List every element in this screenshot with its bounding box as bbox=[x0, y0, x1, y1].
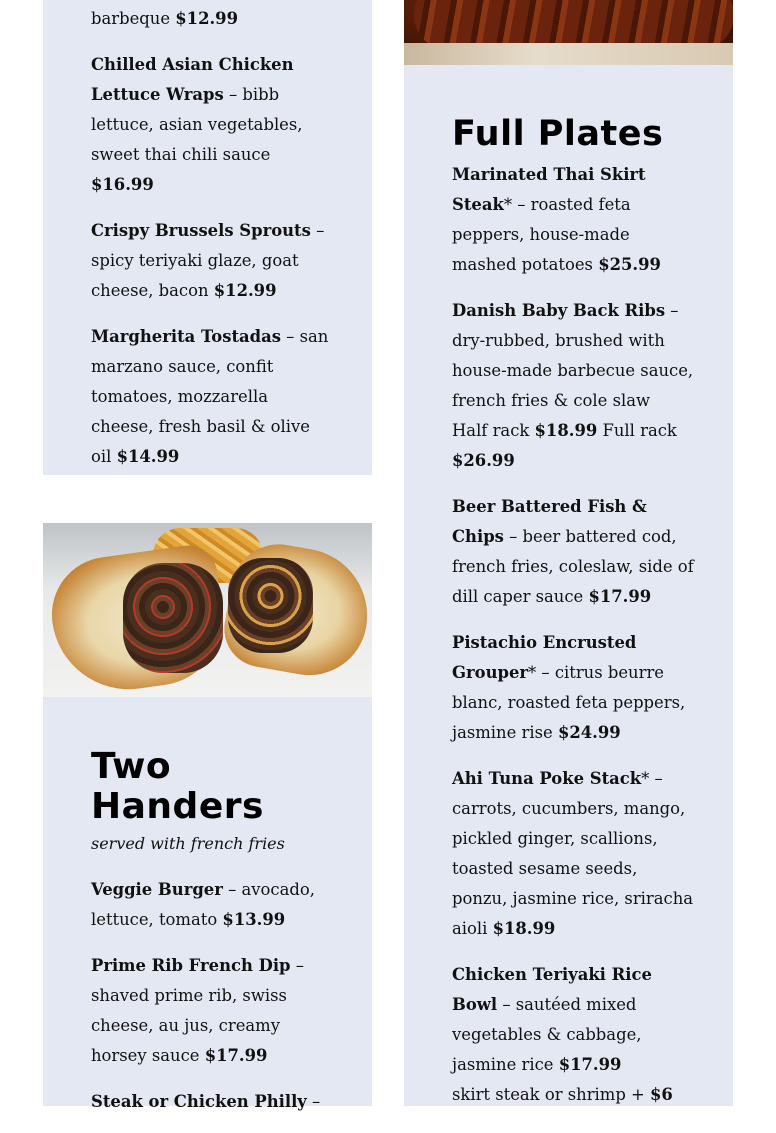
menu-item: Ahi Tuna Poke Stack* – carrots, cucumbers, mango, pickled ginger, scallions, toasted sesame seeds, ponzu, jasmine rice, sriracha aioli $18.99 bbox=[452, 769, 694, 938]
menu-card-starters bbox=[43, 0, 372, 475]
menu-item: Veggie Burger – avocado, lettuce, tomato $13.99 bbox=[91, 880, 315, 929]
section-note: served with french fries bbox=[91, 834, 285, 853]
sandwich-photo bbox=[43, 523, 372, 697]
menu-item: Chicken Teriyaki Rice Bowl – sautéed mixed vegetables & cabbage, jasmine rice $17.99 skirt steak or shrimp + $6 bbox=[452, 965, 673, 1104]
menu-item: Crispy Brussels Sprouts – spicy teriyaki glaze, goat cheese, bacon $12.99 bbox=[91, 221, 325, 300]
menu-item: Beer Battered Fish & Chips – beer battered cod, french fries, coleslaw, side of dill caper sauce $17.99 bbox=[452, 497, 694, 606]
menu-item: Pistachio Encrusted Grouper* – citrus beurre blanc, roasted feta peppers, jasmine rise $24.99 bbox=[452, 633, 686, 742]
menu-card-two-handers bbox=[43, 523, 372, 1111]
menu-item: barbeque $12.99 bbox=[91, 9, 238, 28]
section-title: Two Handers bbox=[91, 746, 264, 827]
menu-item: Prime Rib French Dip – shaved prime rib, swiss cheese, au jus, creamy horsey sauce $17.99 bbox=[91, 956, 304, 1065]
menu-card-full-plates bbox=[404, 0, 733, 1106]
section-title: Full Plates bbox=[452, 114, 664, 154]
menu-item: Chilled Asian Chicken Lettuce Wraps – bibb lettuce, asian vegetables, sweet thai chili sauce $16.99 bbox=[91, 55, 303, 194]
menu-item: Danish Baby Back Ribs – dry-rubbed, brushed with house-made barbecue sauce, french fries & cole slaw Half rack $18.99 Full rack $26.99 bbox=[452, 301, 694, 470]
menu-item: Margherita Tostadas – san marzano sauce, confit tomatoes, mozzarella cheese, fresh basil & olive oil $14.99 bbox=[91, 327, 329, 466]
menu-item: Steak or Chicken Philly – bbox=[91, 1092, 321, 1111]
menu-item: Marinated Thai Skirt Steak* – roasted feta peppers, house-made mashed potatoes $25.99 bbox=[452, 165, 661, 274]
ribs-photo bbox=[404, 0, 733, 65]
